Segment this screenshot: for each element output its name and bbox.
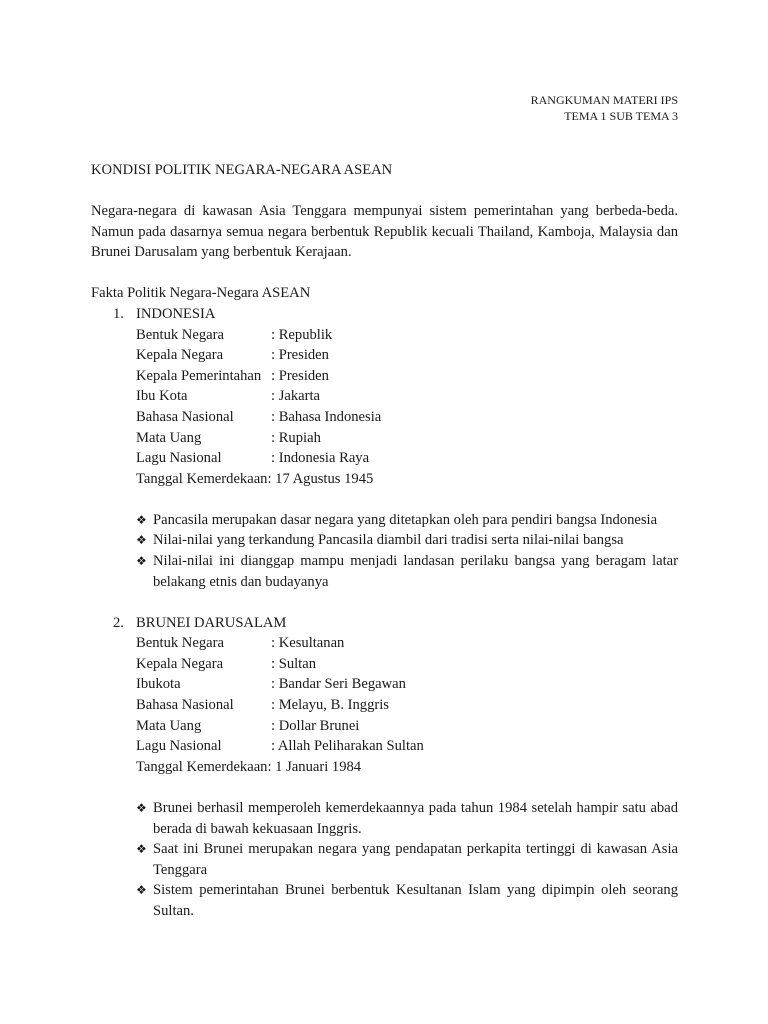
country-section-brunei bbox=[91, 613, 678, 922]
country-number: 2. bbox=[113, 614, 124, 631]
country-notes bbox=[91, 798, 678, 922]
fact-value: : Presiden bbox=[271, 347, 329, 364]
fact-value: : Melayu, B. Inggris bbox=[271, 697, 389, 714]
diamond-bullet-icon: ❖ bbox=[136, 842, 147, 857]
fact-row bbox=[136, 695, 678, 716]
fact-row bbox=[136, 736, 678, 757]
fact-label: Mata Uang bbox=[136, 429, 202, 446]
fact-label: Ibu Kota bbox=[136, 388, 188, 405]
note-item bbox=[136, 530, 678, 551]
fact-label: Ibukota bbox=[136, 676, 181, 693]
fact-label: Bentuk Negara bbox=[136, 635, 224, 652]
note-text: Sistem pemerintahan Brunei berbentuk Kesultanan Islam yang dipimpin oleh seorang Sultan. bbox=[153, 882, 678, 919]
country-number: 1. bbox=[113, 305, 124, 322]
note-text: Nilai-nilai yang terkandung Pancasila diambil dari tradisi serta nilai-nilai bangsa bbox=[153, 532, 624, 549]
fact-value: : Allah Peliharakan Sultan bbox=[271, 738, 424, 755]
country-heading bbox=[91, 613, 678, 634]
fact-value: : Rupiah bbox=[271, 429, 321, 446]
fact-row bbox=[136, 654, 678, 675]
diamond-bullet-icon: ❖ bbox=[136, 533, 147, 548]
diamond-bullet-icon: ❖ bbox=[136, 800, 147, 815]
fact-label: Mata Uang bbox=[136, 717, 202, 734]
fact-value: : Indonesia Raya bbox=[271, 450, 370, 467]
independence-date: Tanggal Kemerdekaan: 17 Agustus 1945 bbox=[136, 470, 374, 487]
fact-value: : Dollar Brunei bbox=[271, 717, 360, 734]
document-header bbox=[91, 92, 678, 124]
fact-label: Bahasa Nasional bbox=[136, 697, 234, 714]
fact-row bbox=[136, 448, 678, 469]
facts-heading: Fakta Politik Negara-Negara ASEAN bbox=[91, 285, 311, 302]
diamond-bullet-icon: ❖ bbox=[136, 512, 147, 527]
diamond-bullet-icon: ❖ bbox=[136, 554, 147, 568]
country-facts bbox=[91, 325, 678, 490]
fact-label: Lagu Nasional bbox=[136, 738, 222, 755]
note-item bbox=[136, 880, 678, 921]
fact-row bbox=[136, 428, 678, 449]
fact-label: Kepala Pemerintahan bbox=[136, 367, 262, 384]
fact-row bbox=[136, 386, 678, 407]
note-text: Brunei berhasil memperoleh kemerdekaannya pada tahun 1984 setelah hampir satu abad berada di bawah kekuasaan Inggris. bbox=[153, 799, 678, 837]
note-item bbox=[136, 798, 678, 839]
fact-label: Bentuk Negara bbox=[136, 326, 224, 343]
intro-paragraph: Negara-negara di kawasan Asia Tenggara mempunyai sistem pemerintahan yang berbeda-beda. Namun pada dasarnya semua negara berbentuk Republik kecuali Thailand, Kamboja, Malaysia dan Brunei Darusalam yang berbentuk Kerajaan. bbox=[91, 203, 678, 261]
header-line-1: RANGKUMAN MATERI IPS bbox=[530, 93, 678, 107]
note-text: Pancasila merupakan dasar negara yang ditetapkan oleh para pendiri bangsa Indonesia bbox=[153, 511, 658, 528]
note-item bbox=[136, 839, 678, 880]
note-item bbox=[136, 551, 678, 592]
fact-label: Lagu Nasional bbox=[136, 450, 222, 467]
fact-row bbox=[136, 716, 678, 737]
fact-value: : Republik bbox=[271, 326, 333, 343]
fact-value: : Jakarta bbox=[271, 388, 321, 405]
diamond-bullet-icon: ❖ bbox=[136, 883, 147, 898]
header-line-2: TEMA 1 SUB TEMA 3 bbox=[564, 109, 678, 123]
note-text: Saat ini Brunei merupakan negara yang pendapatan perkapita tertinggi di kawasan Asia Tenggara bbox=[153, 841, 678, 878]
fact-row bbox=[136, 366, 678, 387]
document-page bbox=[91, 92, 678, 922]
document-title: KONDISI POLITIK NEGARA-NEGARA ASEAN bbox=[91, 162, 393, 178]
fact-label: Kepala Negara bbox=[136, 347, 224, 364]
country-section-indonesia bbox=[91, 304, 678, 592]
fact-value: : Presiden bbox=[271, 367, 329, 384]
fact-row bbox=[136, 407, 678, 428]
fact-label: Bahasa Nasional bbox=[136, 408, 234, 425]
note-item bbox=[136, 510, 678, 531]
country-notes bbox=[91, 510, 678, 592]
fact-row bbox=[136, 674, 678, 695]
country-heading bbox=[91, 304, 678, 325]
fact-value: : Kesultanan bbox=[271, 635, 345, 652]
fact-row bbox=[136, 345, 678, 366]
note-text: Nilai-nilai ini dianggap mampu menjadi landasan perilaku bangsa yang beragam latar belakang etnis dan budayanya bbox=[153, 553, 678, 590]
fact-value: : Bandar Seri Begawan bbox=[271, 676, 406, 693]
fact-row bbox=[136, 633, 678, 654]
fact-label: Kepala Negara bbox=[136, 655, 224, 672]
fact-value: : Bahasa Indonesia bbox=[271, 408, 382, 425]
country-name: INDONESIA bbox=[136, 305, 216, 322]
fact-row bbox=[136, 325, 678, 346]
country-name: BRUNEI DARUSALAM bbox=[136, 614, 287, 631]
fact-value: : Sultan bbox=[271, 655, 316, 672]
country-facts bbox=[91, 633, 678, 777]
independence-date: Tanggal Kemerdekaan: 1 Januari 1984 bbox=[136, 758, 362, 775]
